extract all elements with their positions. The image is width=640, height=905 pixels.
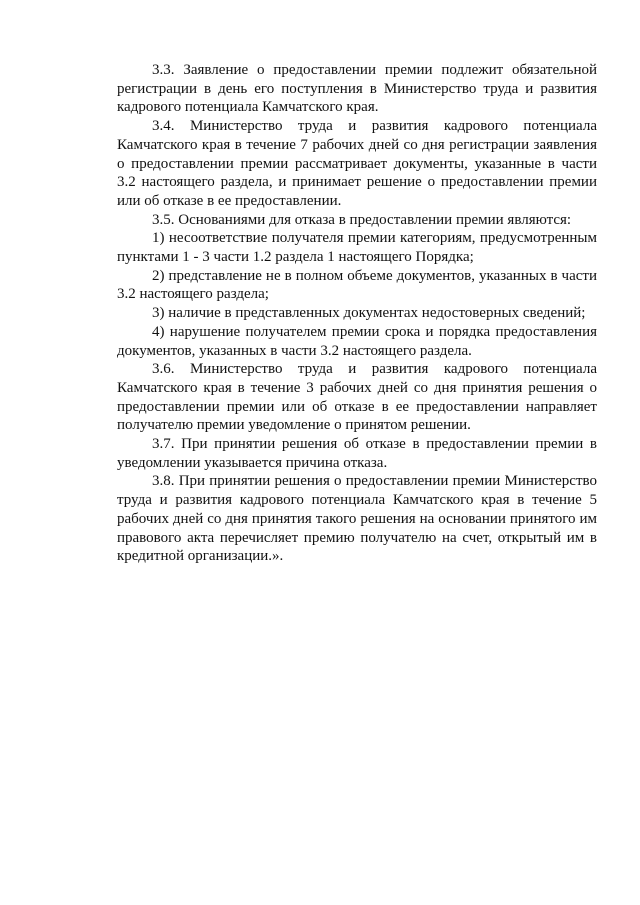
paragraph-3-5: 3.5. Основаниями для отказа в предоставлении премии являются: [152, 211, 572, 228]
list-item-3: 3) наличие в представленных документах недостоверных сведений; [152, 305, 586, 322]
paragraph-3-8: 3.8. При принятии решения о предоставлении премии Министерство труда и развития кадрового потенциала Камчатского края в течение 5 рабочих дней со дня принятия такого решения на основании принятого им правового акта перечисляет премию получателю на счет, открытый им в кредитной организации.». [117, 473, 597, 565]
paragraph-3-4: 3.4. Министерство труда и развития кадрового потенциала Камчатского края в течение 7 рабочих дней со дня регистрации заявления о предоставлении премии рассматривает документы, указанные в части 3.2 настоящего раздела, и принимает решение о предоставлении премии или об отказе в ее предоставлении. [117, 118, 597, 209]
document-page [117, 61, 597, 566]
list-item-1: 1) несоответствие получателя премии категориям, предусмотренным пунктами 1 - 3 части 1.2 раздела 1 настоящего Порядка; [117, 230, 597, 266]
list-item-4: 4) нарушение получателем премии срока и порядка предоставления документов, указанных в части 3.2 настоящего раздела. [117, 323, 597, 359]
paragraph-3-3: 3.3. Заявление о предоставлении премии подлежит обязательной регистрации в день его поступления в Министерство труда и развития кадрового потенциала Камчатского края. [117, 62, 597, 116]
paragraph-3-7: 3.7. При принятии решения об отказе в предоставлении премии в уведомлении указывается причина отказа. [117, 436, 597, 471]
paragraph-3-6: 3.6. Министерство труда и развития кадрового потенциала Камчатского края в течение 3 рабочих дней со дня принятия решения о предоставлении премии или об отказе в ее предоставлении направляет получателю премии уведомление о принятом решении. [117, 361, 597, 434]
list-item-2: 2) представление не в полном объеме документов, указанных в части 3.2 настоящего раздела; [117, 267, 597, 303]
